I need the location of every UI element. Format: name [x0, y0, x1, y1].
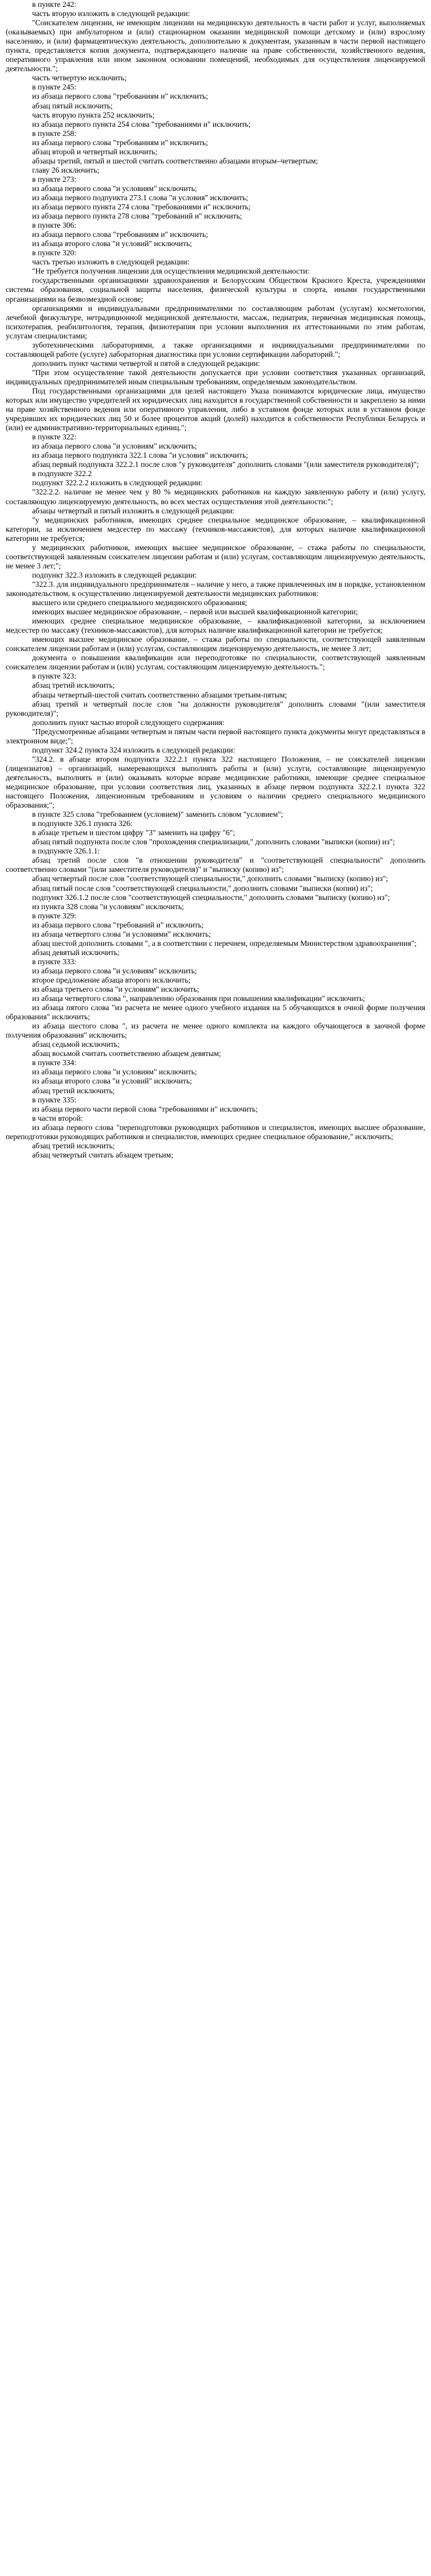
paragraph: абзац четвертый считать абзацем третьим;: [32, 1150, 174, 1159]
paragraph: подпункт 322.2.2 изложить в следующей редакции:: [32, 478, 203, 488]
paragraph: в подпункте 322.2: [32, 469, 92, 478]
paragraph: в пункте 335:: [32, 1095, 77, 1104]
paragraph: из абзаца первого подпункта 273.1 слова "и условия" исключить;: [32, 193, 248, 202]
document-body: [0, 0, 431, 1160]
paragraph: абзац первый подпункта 322.2.1 после слов "у руководителя" дополнить словами "(или заместителя руководителя)";: [32, 460, 419, 469]
paragraph: подпункт 324.2 пункта 324 изложить в следующей редакции:: [32, 745, 236, 754]
paragraph: Под государственными организациями для целей настоящего Указа понимаются юридические лица, имущество которых или имущество учредителей их юридических лиц находится в государственной собственности и закреплено за ними на праве хозяйственного ведения или оперативного управления, либо в уставном фонде которых или в уставном фонде учредивших их юридических лиц 50 и более процентов акций (долей) находится в собственности Республики Беларусь и (или) ее административно-территориальных единиц.";: [6, 386, 425, 432]
paragraph: в пункте 329:: [32, 911, 77, 920]
paragraph: из абзаца первого пункта 278 слова "требований и" исключить;: [32, 212, 242, 221]
paragraph: абзацы четвертый-шестой считать соответственно абзацами третьим-пятым;: [32, 690, 287, 699]
paragraph: в части второй:: [32, 1113, 83, 1123]
paragraph: документа о повышении квалификации или переподготовке по специальности, соответствующей заявленным соискателем лицензии работам и (или) услугам, составляющим лицензируемую деятельность.";: [6, 653, 425, 672]
paragraph: часть вторую изложить в следующей редакции:: [32, 9, 190, 18]
paragraph: высшего или среднего специального медицинского образования;: [32, 598, 248, 607]
paragraph: в подпункте 326.1 пункта 326:: [32, 819, 133, 828]
paragraph: абзац третий и четвертый после слов "на должности руководителя" дополнить словами "(или заместителя руководителя)";: [6, 699, 425, 718]
paragraph: из абзаца первого слова "требованиям и" исключить;: [32, 138, 208, 147]
paragraph: из абзаца второго слова "и условий" исключить;: [32, 239, 192, 248]
paragraph: "322.3. для индивидуального предпринимателя – наличие у него, а также привлеченных им в порядке, установленном законодательством, к осуществлению лицензируемой деятельности медицинских работников:: [6, 579, 425, 598]
paragraph: абзац пятый после слов "соответствующей специальности," дополнить словами "выписки (копии) из";: [32, 883, 373, 893]
paragraph: часть четвертую исключить;: [32, 73, 127, 83]
paragraph: организациями и индивидуальными предпринимателями по составляющим работам (услугам) косметологии, лечебной физкультуре, нетрадиционной медицинской деятельности, массаж, педиатрия, первичная медицинская помощь, психотерапия, реабилитология, терапия, физиотерапия при условии выполнения их аттестованными по этим работам, услугам специалистами;: [6, 303, 425, 340]
paragraph: дополнить пункт частью второй следующего содержания:: [32, 718, 225, 727]
paragraph: из абзаца первого слова "требованиям и" исключить;: [32, 92, 208, 101]
paragraph: абзац второй и четвертый исключить;: [32, 147, 158, 156]
paragraph: абзац третий исключить;: [32, 1086, 115, 1095]
paragraph: в пункте 273:: [32, 174, 77, 184]
paragraph: абзац третий исключить;: [32, 1141, 115, 1150]
paragraph: из абзаца первого слова "переподготовки руководящих работников и специалистов, имеющих высшее образование, переподготовки руководящих работников и специалистов, имеющих среднее специальное образование," исключить;: [6, 1123, 425, 1141]
paragraph: из абзаца первого слова "и условиям" исключить;: [32, 442, 197, 451]
paragraph: из абзаца первого слова "и условиям" исключить;: [32, 184, 197, 193]
paragraph: "Предусмотренные абзацами четвертым и пятым части первой настоящего пункта документы могут представляться в электронном виде;";: [6, 727, 425, 745]
paragraph: абзац четвертый после слов "соответствующей специальности," дополнить словами "выписку (копию) из";: [32, 874, 388, 883]
paragraph: абзац шестой дополнить словами ", а в соответствии с перечнем, определяемым Министерством здравоохранения";: [32, 938, 417, 948]
paragraph: абзац третий после слов "в отношении руководителя" и "соответствующей специальности" дополнить соответственно словами "(или заместителя руководителя)" и "выписку (копию) из";: [6, 856, 425, 874]
paragraph: в пункте 323:: [32, 672, 77, 681]
paragraph: абзац девятый исключить;: [32, 948, 120, 957]
paragraph: второе предложение абзаца второго исключить;: [32, 975, 191, 984]
paragraph: в пункте 242:: [32, 0, 77, 9]
paragraph: в пункте 333:: [32, 957, 77, 966]
paragraph: "При этом осуществление такой деятельности допускается при условии соответствия указанных организаций, индивидуальных предпринимателей иным специальным требованиям, определяемым законодательством.: [6, 368, 425, 386]
paragraph: в пункте 322:: [32, 432, 77, 442]
paragraph: в абзаце третьем и шестом цифру "3" заменить на цифру "6";: [32, 828, 235, 837]
paragraph: подпункт 322.3 изложить в следующей редакции:: [32, 570, 197, 579]
paragraph: из абзаца первого подпункта 322.1 слова "и условия" исключить;: [32, 451, 248, 460]
paragraph: из абзаца пятого слова "из расчета не менее одного учебного издания на 5 обучающихся в очной форме получения образования" исключить;: [6, 1003, 425, 1022]
paragraph: "322.2.2. наличие не менее чем у 80 % медицинских работников на каждую заявленную работу и (или) услугу, составляющую лицензируемую деятельность, во всех местах осуществления этой деятельности:";: [6, 488, 425, 506]
paragraph: "Не требуется получения лицензии для осуществления медицинской деятельности:: [32, 267, 309, 276]
paragraph: из абзаца четвертого слова ", направлению образования при повышении квалификации" исключить;: [32, 994, 365, 1003]
paragraph: абзац седьмой исключить;: [32, 1040, 120, 1049]
paragraph: из абзаца третьего слова "и условиям" исключить;: [32, 985, 199, 994]
paragraph: абзацы четвертый и пятый изложить в следующей редакции:: [32, 506, 235, 515]
paragraph: из абзаца первого слова "и условиям" исключить;: [32, 966, 197, 975]
paragraph: в пункте 306:: [32, 221, 77, 230]
paragraph: имеющих высшее медицинское образование, – первой или высшей квалификационной категории;: [32, 607, 358, 617]
paragraph: в пункте 258:: [32, 128, 77, 138]
paragraph: абзацы третий, пятый и шестой считать соответственно абзацами вторым–четвертым;: [32, 156, 318, 165]
paragraph: дополнить пункт частями четвертой и пятой в следующей редакции:: [32, 358, 260, 368]
paragraph: государственными организациями здравоохранения и Белорусским Обществом Красного Креста, учреждениями системы образования, социальной защиты населения, физической культуры и спорта, иными государственными организациями на безвозмездной основе;: [6, 276, 425, 303]
paragraph: в пункте 320:: [32, 248, 77, 258]
paragraph: "324.2. в абзаце втором подпункта 322.2.1 пункта 322 настоящего Положения, – не соискателей лицензии (лицензиатов) – организаций, намеревающихся выполнять работы и (или) услуги, составляющие лицензируемую деятельность, выполнять и (или) оказывать которые вправе медицинские работники, имеющие среднее специальное медицинское образование, при условии соответствия лиц, указанных в абзаце первом подпункта 322.2.1 пункта 322 настоящего Положения, лицензионным требованиям и условиям о наличии среднего специального медицинского образования;";: [6, 754, 425, 810]
paragraph: в пункте 325 слова "требованием (условием)" заменить словом "условием";: [32, 810, 284, 819]
paragraph: из абзаца шестого слова ", из расчета не менее одного комплекта на каждого обучающегося в заочной форме получения образования" исключить;: [6, 1022, 425, 1040]
paragraph: часть третью изложить в следующей редакции:: [32, 258, 190, 267]
paragraph: абзац восьмой считать соответственно абзацем девятым;: [32, 1049, 221, 1058]
paragraph: из абзаца четвертого слова "и условиями" исключить;: [32, 929, 211, 938]
paragraph: из пункта 328 слова "и условиям" исключить;: [32, 902, 184, 911]
paragraph: из абзаца первого слова "требований и" исключить;: [32, 920, 204, 929]
paragraph: абзац пятый подпункта после слов "прохождения специализации," дополнить словами "выписки (копии) из";: [32, 837, 395, 847]
paragraph: у медицинских работников, имеющих высшее медицинское образование, – стажа работы по специальности, соответствующей заявленным соискателем лицензии работам и (или) услугам, составляющим лицензируемую деятельность, не менее 3 лет;";: [6, 543, 425, 570]
paragraph: из абзаца первого части первой слова "требованиями и" исключить;: [32, 1104, 258, 1113]
paragraph: "Соискателем лицензии, не имеющим лицензии на медицинскую деятельность в части работ и услуг, выполняемых (оказываемых) при амбулаторном и (или) стационарном оказании медицинской помощи детскому и (или) взрослому населению, и (или) фармацевтическую деятельность, дополнительно к документам, указанным в части первой настоящего пункта, представляется копия документа, подтверждающего наличие на праве собственности, хозяйственного ведения, оперативного управления или ином законном основании помещений, необходимых для осуществления лицензируемой деятельности.";: [6, 18, 425, 73]
paragraph: абзац пятый исключить;: [32, 101, 113, 110]
paragraph: из абзаца первого слова "требованиям и" исключить;: [32, 230, 208, 239]
paragraph: часть вторую пункта 252 исключить;: [32, 110, 155, 119]
paragraph: абзац третий исключить;: [32, 681, 115, 690]
paragraph: из абзаца второго слова "и условий" исключить;: [32, 1077, 192, 1086]
paragraph: в подпункте 326.1.1:: [32, 847, 100, 856]
paragraph: в пункте 245:: [32, 83, 77, 92]
paragraph: подпункт 326.1.2 после слов "соответствующей специальности," дополнить словами "выписку (копию) из";: [32, 893, 390, 902]
paragraph: в пункте 334:: [32, 1058, 77, 1067]
paragraph: из абзаца первого пункта 254 слова "требованиями и" исключить;: [32, 119, 251, 128]
paragraph: из абзаца первого пункта 274 слова "требованиями и" исключить;: [32, 202, 251, 212]
paragraph: "у медицинских работников, имеющих среднее специальное медицинское образование, – квалификационной категории, за исключением медсестер по массажу (техников-массажистов), для которых наличие квалификационной категории не требуется;: [6, 515, 425, 543]
paragraph: главу 26 исключить;: [32, 165, 100, 174]
paragraph: зуботехническими лабораториями, а также организациями и индивидуальными предпринимателями по составляющей работе (услуге) лабораторная диагностика при условии сертификации лабораторий.";: [6, 340, 425, 358]
paragraph: имеющих высшее медицинское образование, – стажа работы по специальности, соответствующей заявленным соискателем лицензии работам и (или) услугам, составляющим лицензируемую деятельность, не менее 3 лет;: [6, 635, 425, 653]
paragraph: имеющих среднее специальное медицинское образование, – квалификационной категории, за исключением медсестер по массажу (техников-массажистов), для которых наличие квалификационной категории не требуется;: [6, 617, 425, 635]
paragraph: из абзаца первого слова "и условиям" исключить;: [32, 1067, 197, 1077]
